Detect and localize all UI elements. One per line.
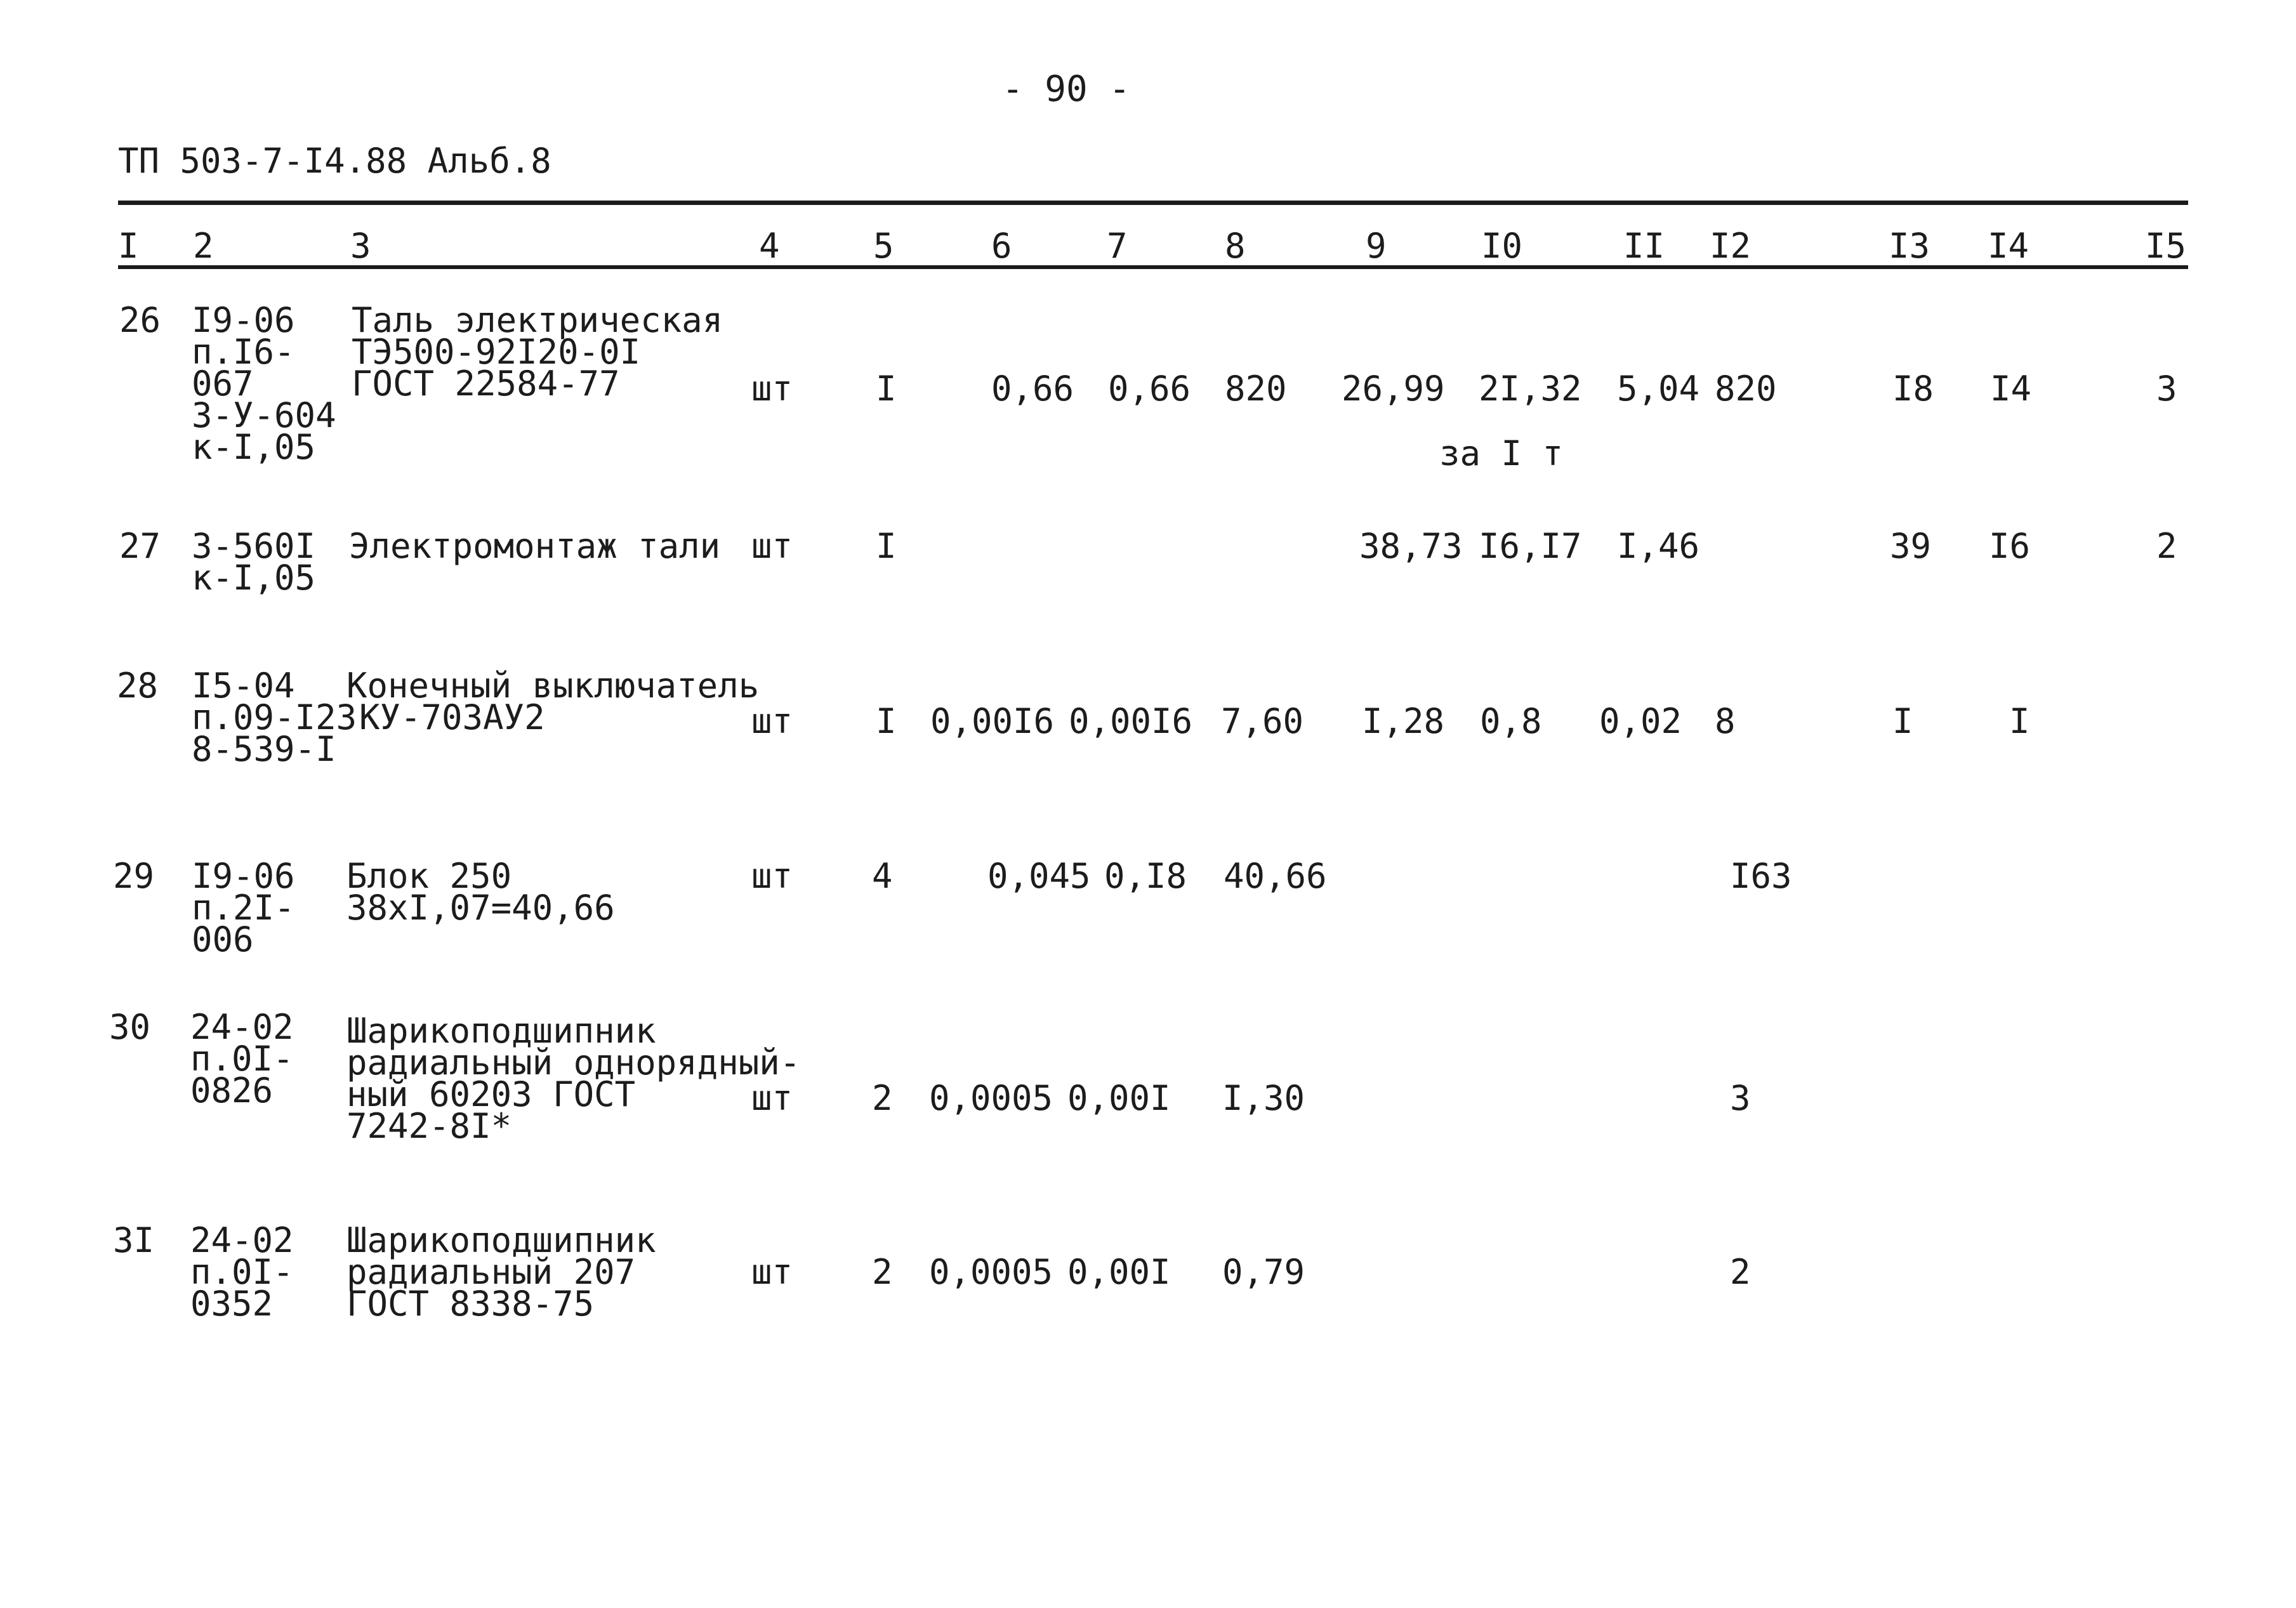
table-top-rule [118, 201, 2188, 205]
row-qty: I [876, 369, 897, 409]
row-qty: 2 [872, 1078, 893, 1118]
row-col-8: 7,60 [1221, 701, 1304, 741]
document-reference: ТП 503-7-I4.88 Альб.8 [118, 141, 551, 181]
row-code [190, 1007, 294, 1110]
name-line: ТЭ500-92I20-0I [352, 332, 641, 372]
row-col-14: I4 [1990, 369, 2032, 409]
row-col-7: 0,00I6 [1069, 701, 1193, 741]
column-header: I5 [2145, 226, 2187, 266]
name-line: Блок 250 [346, 856, 512, 896]
row-name [346, 1011, 801, 1146]
code-line: 8-539-I [192, 729, 336, 769]
column-header: 8 [1225, 226, 1246, 266]
row-col-6: 0,0005 [929, 1078, 1053, 1118]
column-header: 5 [873, 226, 894, 266]
row-unit: шт [751, 369, 793, 409]
row-qty: I [876, 701, 897, 741]
row-col-6: 0,66 [991, 369, 1074, 409]
column-header: I4 [1988, 226, 2029, 266]
row-unit: шт [751, 1252, 793, 1292]
code-line: I9-06 [192, 856, 295, 896]
column-header: I [118, 226, 139, 266]
code-line: 3-У-604 [192, 395, 336, 435]
row-code [192, 856, 295, 959]
code-line: п.0I- [190, 1039, 294, 1079]
code-line: п.09-I23 [192, 697, 357, 737]
row-code [192, 526, 316, 598]
row-number: 29 [113, 856, 155, 896]
row-col-12: 8 [1715, 701, 1736, 741]
column-header: 7 [1107, 226, 1128, 266]
row-qty: 4 [872, 856, 893, 896]
row-qty: 2 [872, 1252, 893, 1292]
row-name [346, 1220, 656, 1324]
row-number: 27 [119, 526, 161, 566]
code-line: 067 [192, 364, 254, 404]
code-line: к-I,05 [192, 558, 316, 598]
row-name [346, 666, 760, 737]
row-col-6: 0,045 [987, 856, 1091, 896]
code-line: к-I,05 [192, 427, 316, 467]
column-header: I3 [1889, 226, 1930, 266]
row-col-12: 820 [1715, 369, 1777, 409]
row-col-9: 38,73 [1359, 526, 1463, 566]
name-line: Электромонтаж тали [349, 526, 721, 566]
code-line: I9-06 [192, 300, 295, 340]
row-col-8: I,30 [1222, 1078, 1305, 1118]
row-col-9: 26,99 [1342, 369, 1445, 409]
column-header: 4 [759, 226, 780, 266]
row-name [352, 300, 723, 404]
column-header: 3 [350, 226, 371, 266]
row-col-10: 0,8 [1480, 701, 1542, 741]
code-line: 3-560I [192, 526, 316, 566]
row-unit: шт [751, 526, 793, 566]
row-col-12: 3 [1730, 1078, 1751, 1118]
row-col-10: I6,I7 [1479, 526, 1582, 566]
name-line: радиальный однорядный- [346, 1043, 801, 1083]
name-line: Таль электрическая [352, 300, 723, 340]
row-number: 30 [109, 1007, 151, 1047]
code-line: 006 [192, 919, 254, 959]
row-col-8: 820 [1225, 369, 1287, 409]
row-number: 28 [117, 666, 159, 706]
column-header: I0 [1481, 226, 1523, 266]
row-name [349, 526, 721, 566]
name-line: 38xI,07=40,66 [346, 888, 615, 928]
name-line: ГОСТ 8338-75 [346, 1284, 595, 1324]
row-qty: I [876, 526, 897, 566]
row-col-14: I6 [1989, 526, 2031, 566]
row-col-8: 0,79 [1222, 1252, 1305, 1292]
name-line: ный 60203 ГОСТ [346, 1074, 636, 1114]
row-code [190, 1220, 294, 1324]
row-col-11: 5,04 [1617, 369, 1700, 409]
row-col-8: 40,66 [1224, 856, 1327, 896]
column-header: II [1623, 226, 1665, 266]
column-header: 2 [193, 226, 214, 266]
row-col-7: 0,I8 [1104, 856, 1187, 896]
row-col-11: I,46 [1617, 526, 1700, 566]
code-line: 0826 [190, 1071, 274, 1110]
row-number: 3I [113, 1220, 155, 1260]
row-col-15: 2 [2156, 526, 2177, 566]
name-line: Шарикоподшипник [346, 1011, 656, 1051]
row-col-13: I [1892, 701, 1913, 741]
row-note: за I т [1439, 433, 1564, 473]
row-col-6: 0,0005 [929, 1252, 1053, 1292]
row-unit: шт [751, 701, 793, 741]
row-name [346, 856, 615, 928]
row-unit: шт [751, 1078, 793, 1118]
row-col-6: 0,00I6 [930, 701, 1055, 741]
code-line: I5-04 [192, 666, 295, 706]
code-line: п.I6- [192, 332, 295, 372]
row-col-13: I8 [1892, 369, 1934, 409]
row-col-9: I,28 [1362, 701, 1445, 741]
row-col-15: 3 [2156, 369, 2177, 409]
row-col-14: I [2009, 701, 2030, 741]
row-code [192, 666, 357, 769]
row-col-12: 2 [1730, 1252, 1751, 1292]
code-line: 24-02 [190, 1220, 294, 1260]
table-header-rule [118, 265, 2188, 269]
row-unit: шт [751, 856, 793, 896]
row-number: 26 [119, 300, 161, 340]
name-line: КУ-703АУ2 [359, 697, 545, 737]
row-col-13: 39 [1890, 526, 1932, 566]
code-line: п.2I- [192, 888, 295, 928]
name-line: Конечный выключатель [346, 666, 760, 706]
name-line: радиальный 207 [346, 1252, 636, 1292]
column-header: 6 [991, 226, 1012, 266]
code-line: 24-02 [190, 1007, 294, 1047]
row-col-7: 0,66 [1108, 369, 1191, 409]
row-col-10: 2I,32 [1479, 369, 1582, 409]
code-line: 0352 [190, 1284, 274, 1324]
column-header: I2 [1710, 226, 1752, 266]
row-col-7: 0,00I [1067, 1078, 1171, 1118]
column-header: 9 [1366, 226, 1387, 266]
row-col-11: 0,02 [1599, 701, 1682, 741]
row-col-7: 0,00I [1067, 1252, 1171, 1292]
row-col-12: I63 [1730, 856, 1792, 896]
code-line: п.0I- [190, 1252, 294, 1292]
name-line: 7242-8I* [346, 1106, 512, 1146]
page-number: - 90 - [1001, 69, 1131, 110]
name-line: Шарикоподшипник [346, 1220, 656, 1260]
name-line: ГОСТ 22584-77 [352, 364, 620, 404]
row-code [192, 300, 336, 467]
